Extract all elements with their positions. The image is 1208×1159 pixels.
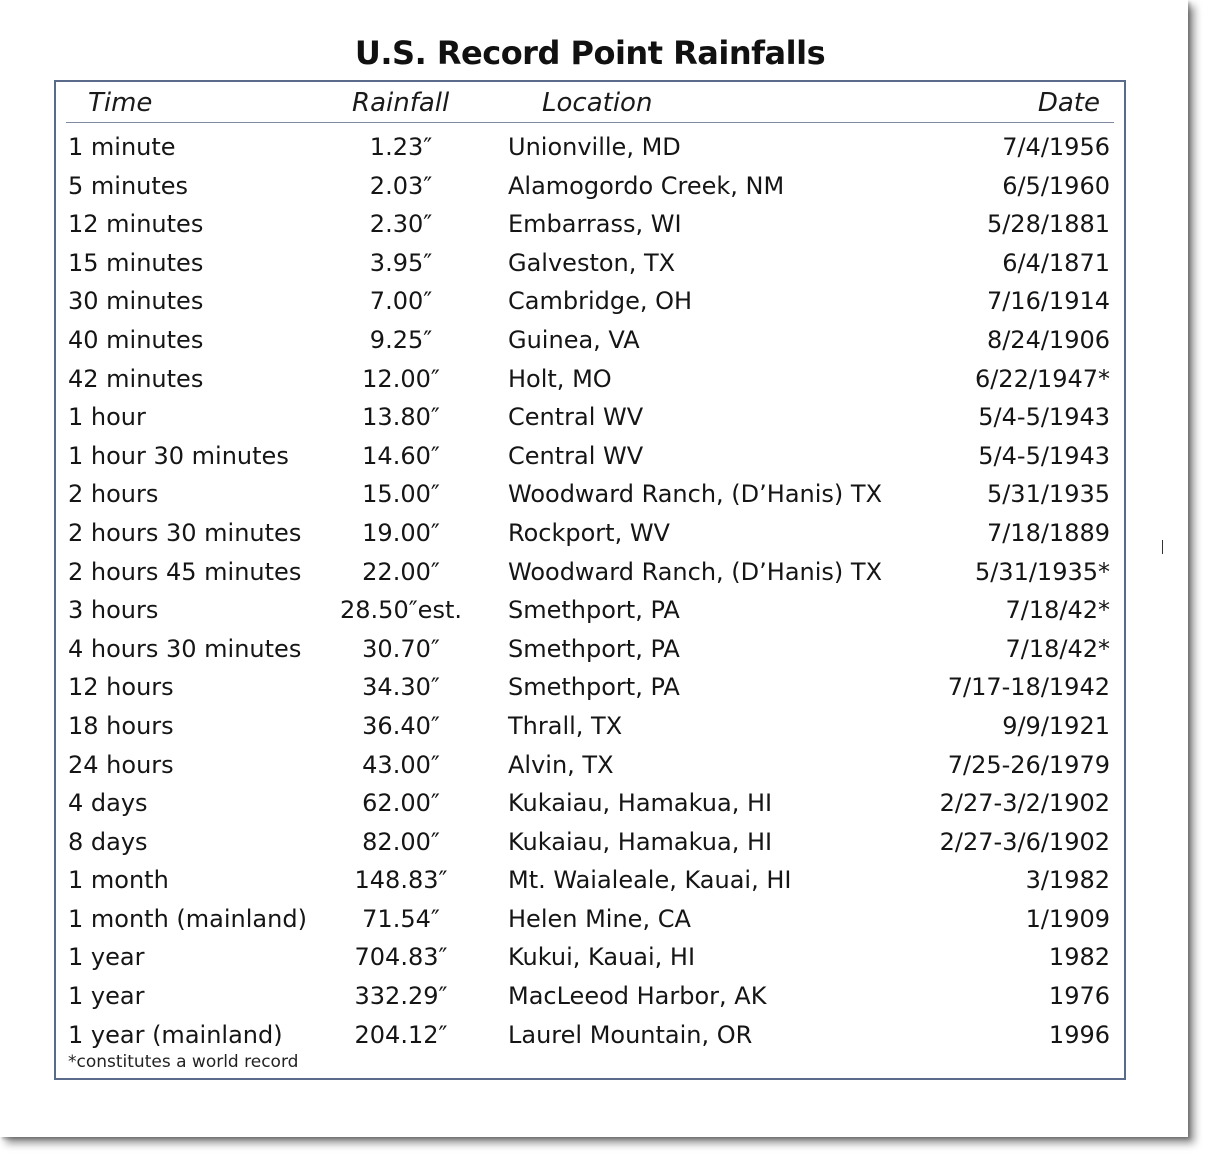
table-row [56, 707, 1124, 746]
table-row [56, 900, 1124, 939]
header-location: Location [542, 88, 653, 118]
cell-rainfall: 13.80″ [362, 403, 440, 432]
header-divider [66, 122, 1114, 123]
table-row [56, 360, 1124, 399]
cell-rainfall: 12.00″ [362, 364, 440, 393]
cell-time: 8 days [68, 827, 148, 856]
cell-date: 2/27-3/6/1902 [939, 827, 1110, 856]
cell-rainfall: 43.00″ [362, 750, 440, 779]
table-row [56, 630, 1124, 669]
cell-time: 1 year [68, 943, 145, 972]
cell-date: 2/27-3/2/1902 [939, 789, 1110, 818]
cell-rainfall: 30.70″ [362, 634, 440, 663]
cell-rainfall: 15.00″ [362, 480, 440, 509]
footnote: *constitutes a world record [68, 1052, 299, 1072]
table-row [56, 1016, 1124, 1055]
cell-location: Embarrass, WI [508, 210, 682, 239]
cell-rainfall: 36.40″ [362, 711, 440, 740]
cell-location: Kukaiau, Hamakua, HI [508, 789, 773, 818]
table-row [56, 784, 1124, 823]
cell-date: 1/1909 [1025, 904, 1110, 933]
cell-location: Cambridge, OH [508, 287, 693, 316]
edge-mark [1162, 540, 1163, 554]
cell-rainfall: 2.03″ [369, 171, 433, 200]
table-row [56, 938, 1124, 977]
cell-location: Helen Mine, CA [508, 904, 691, 933]
cell-rainfall: 71.54″ [362, 904, 440, 933]
cell-date: 7/4/1956 [1002, 133, 1110, 161]
records-table [54, 80, 1126, 1080]
cell-location: MacLeeod Harbor, AK [508, 982, 767, 1011]
cell-time: 4 days [68, 789, 148, 818]
cell-date: 6/5/1960 [1002, 171, 1110, 200]
cell-location: Central WV [508, 403, 644, 432]
cell-date: 5/28/1881 [986, 210, 1110, 239]
cell-date: 1982 [1048, 943, 1110, 972]
cell-time: 40 minutes [68, 325, 204, 354]
cell-date: 1996 [1048, 1020, 1110, 1049]
cell-date: 7/18/1889 [986, 518, 1110, 547]
table-row [56, 514, 1124, 553]
cell-date: 7/16/1914 [986, 287, 1110, 316]
cell-time: 12 minutes [68, 210, 204, 239]
cell-date: 7/17-18/1942 [947, 673, 1110, 702]
cell-location: Woodward Ranch, (D’Hanis) TX [508, 557, 883, 586]
cell-rainfall: 14.60″ [362, 441, 440, 470]
cell-time: 1 hour 30 minutes [68, 441, 289, 470]
cell-time: 18 hours [68, 711, 174, 740]
table-row [56, 475, 1124, 514]
cell-date: 7/18/42* [1005, 634, 1110, 663]
cell-location: Thrall, TX [508, 711, 623, 740]
cell-location: Holt, MO [508, 364, 612, 393]
cell-date: 8/24/1906 [986, 325, 1110, 354]
cell-rainfall: 82.00″ [362, 827, 440, 856]
cell-date: 5/31/1935 [986, 480, 1110, 509]
cell-time: 2 hours 45 minutes [68, 557, 302, 586]
cell-time: 24 hours [68, 750, 174, 779]
cell-rainfall: 62.00″ [362, 789, 440, 818]
cell-date: 3/1982 [1025, 866, 1110, 895]
cell-time: 42 minutes [68, 364, 204, 393]
cell-time: 12 hours [68, 673, 174, 702]
cell-date: 6/4/1871 [1002, 248, 1110, 277]
cell-location: Alvin, TX [508, 750, 614, 779]
cell-time: 1 hour [68, 403, 146, 432]
cell-time: 4 hours 30 minutes [68, 634, 302, 663]
cell-time: 1 month [68, 866, 169, 895]
cell-rainfall: 34.30″ [362, 673, 440, 702]
table-row [56, 244, 1124, 283]
cell-location: Smethport, PA [508, 634, 680, 663]
cell-location: Alamogordo Creek, NM [508, 171, 785, 200]
cell-time: 3 hours [68, 596, 159, 625]
cell-date: 5/31/1935* [974, 557, 1110, 586]
cell-date: 7/18/42* [1005, 596, 1110, 625]
table-row [56, 167, 1124, 206]
cell-time: 5 minutes [68, 171, 189, 200]
cell-location: Rockport, WV [508, 518, 670, 547]
cell-location: Kukui, Kauai, HI [508, 943, 696, 972]
table-row [56, 553, 1124, 592]
cell-time: 2 hours 30 minutes [68, 518, 302, 547]
cell-time: 1 month (mainland) [68, 904, 307, 933]
cell-rainfall: 148.83″ [354, 866, 448, 895]
table-row [56, 591, 1124, 630]
table-row [56, 321, 1124, 360]
table-row [56, 437, 1124, 476]
table-row [56, 746, 1124, 785]
cell-rainfall: 204.12″ [354, 1020, 448, 1049]
cell-rainfall: 3.95″ [369, 248, 433, 277]
cell-time: 15 minutes [68, 248, 204, 277]
header-time: Time [88, 88, 153, 118]
cell-date: 7/25-26/1979 [947, 750, 1110, 779]
header-rainfall: Rainfall [352, 88, 450, 118]
cell-time: 30 minutes [68, 287, 204, 316]
cell-rainfall: 9.25″ [369, 325, 433, 354]
cell-rainfall: 28.50″est. [340, 596, 462, 625]
cell-rainfall: 19.00″ [362, 518, 440, 547]
cell-location: Woodward Ranch, (D’Hanis) TX [508, 480, 883, 509]
table-title: U.S. Record Point Rainfalls [354, 34, 826, 72]
table-row [56, 668, 1124, 707]
cell-location: Unionville, MD [508, 133, 681, 161]
cell-date: 5/4-5/1943 [978, 441, 1110, 470]
cell-rainfall: 2.30″ [369, 210, 433, 239]
table-row [56, 282, 1124, 321]
cell-location: Smethport, PA [508, 596, 680, 625]
table-row [56, 861, 1124, 900]
cell-location: Mt. Waialeale, Kauai, HI [508, 866, 792, 895]
header-date: Date [1037, 88, 1100, 118]
cell-rainfall: 332.29″ [354, 982, 448, 1011]
cell-time: 2 hours [68, 480, 159, 509]
cell-location: Smethport, PA [508, 673, 680, 702]
cell-rainfall: 704.83″ [354, 943, 448, 972]
cell-date: 6/22/1947* [974, 364, 1110, 393]
cell-location: Central WV [508, 441, 644, 470]
cell-date: 9/9/1921 [1002, 711, 1110, 740]
cell-location: Guinea, VA [508, 325, 640, 354]
cell-rainfall: 7.00″ [369, 287, 433, 316]
cell-time: 1 year (mainland) [68, 1020, 283, 1049]
cell-location: Kukaiau, Hamakua, HI [508, 827, 773, 856]
cell-time: 1 minute [68, 133, 176, 161]
table-row [56, 205, 1124, 244]
table-row [56, 398, 1124, 437]
cell-location: Galveston, TX [508, 248, 676, 277]
table-header [56, 82, 1124, 124]
cell-location: Laurel Mountain, OR [508, 1020, 753, 1049]
cell-date: 1976 [1048, 982, 1110, 1011]
table-row [56, 823, 1124, 862]
cell-rainfall: 1.23″ [369, 133, 433, 161]
table-row [56, 977, 1124, 1016]
table-row [56, 128, 1124, 167]
cell-rainfall: 22.00″ [362, 557, 440, 586]
cell-time: 1 year [68, 982, 145, 1011]
cell-date: 5/4-5/1943 [978, 403, 1110, 432]
table-body [56, 128, 1124, 1054]
